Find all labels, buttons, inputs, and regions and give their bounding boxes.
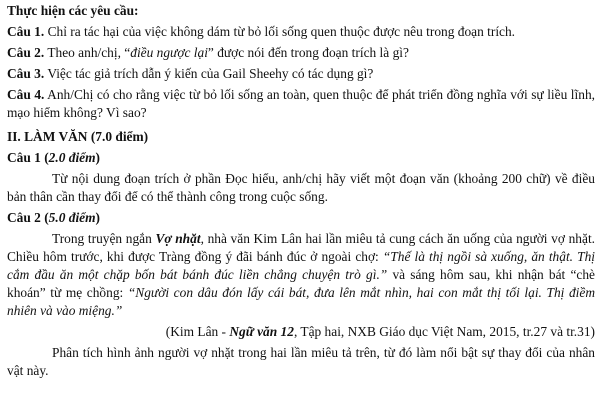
essay-2-text-c: và sáng hôm sau, khi nhận bát “chè khoán” từ mẹ chồng: — [7, 267, 595, 300]
question-2-italic-phrase: điều ngược lại — [130, 45, 208, 60]
section-heading-writing: II. LÀM VĂN (7.0 điểm) — [7, 129, 149, 144]
question-1 — [7, 23, 595, 41]
question-3-text: Việc tác giả trích dẫn ý kiến của Gail Sheehy có tác dụng gì? — [44, 66, 374, 81]
essay-2-points: 5.0 điểm — [48, 210, 96, 225]
instructions-title: Thực hiện các yêu cầu: — [7, 3, 139, 18]
essay-2-passage — [7, 230, 595, 320]
question-3-label: Câu 3. — [7, 66, 45, 81]
essay-2-quote-1: “Thế là thị ngồi sà xuống, ăn thật. Thị cắm đầu ăn một chặp bốn bát bánh đúc liền chẳng chuyện trò gì.” — [7, 249, 595, 282]
source-text-a: (Kim Lân - — [165, 324, 230, 339]
essay-2-text-a: Trong truyện ngắn — [52, 231, 156, 246]
essay-2-label-end: ) — [95, 210, 101, 225]
question-2-label: Câu 2. — [7, 45, 45, 60]
question-2-text-before: Theo anh/chị, “ — [44, 45, 131, 60]
question-3 — [7, 65, 595, 83]
essay-2-label: Câu 2 ( — [7, 210, 49, 225]
essay-1-points: 2.0 điểm — [48, 150, 96, 165]
question-4 — [7, 86, 595, 122]
essay-2-heading — [7, 209, 595, 227]
essay-1-label-end: ) — [95, 150, 101, 165]
question-2-text-after: ” được nói đến trong đoạn trích là gì? — [207, 45, 409, 60]
question-2 — [7, 44, 595, 62]
question-1-label: Câu 1. — [7, 24, 45, 39]
document-page — [7, 2, 595, 380]
essay-1-heading — [7, 149, 595, 167]
essay-2-work-title: Vợ nhặt — [155, 231, 201, 246]
source-book-title: Ngữ văn 12 — [229, 324, 294, 339]
question-4-text: Anh/Chị có cho rằng việc từ bỏ lối sống an toàn, quen thuộc để phát triển đồng nghĩa với sự liều lĩnh, mạo hiểm không? Vì sao? — [7, 87, 595, 120]
essay-1-prompt: Từ nội dung đoạn trích ở phần Đọc hiểu, anh/chị hãy viết một đoạn văn (khoảng 200 chữ) về điều bản thân cần thay đổi để có thể thành công trong cuộc sống. — [7, 171, 595, 204]
essay-2-text-b: , nhà văn Kim Lân hai lần miêu tả cung cách ăn uống của người vợ nhặt. Chiều hôm trước, khi được Tràng đồng ý đãi bánh đúc ở ngoài chợ: — [7, 231, 596, 264]
essay-2-task: Phân tích hình ảnh người vợ nhặt trong hai lần miêu tả trên, từ đó làm nổi bật sự thay đổi của nhân vật này. — [7, 345, 595, 378]
essay-1-label: Câu 1 ( — [7, 150, 49, 165]
source-text-b: , Tập hai, NXB Giáo dục Việt Nam, 2015, tr.27 và tr.31) — [293, 324, 595, 339]
question-4-label: Câu 4. — [7, 87, 45, 102]
essay-2-quote-2: “Người con dâu đón lấy cái bát, đưa lên mắt nhìn, hai con mắt thị tối lại. Thị điềm nhiên và vào miệng.” — [7, 285, 595, 318]
essay-2-source — [7, 323, 595, 341]
question-1-text: Chỉ ra tác hại của việc không dám từ bỏ lối sống quen thuộc được nêu trong đoạn trích. — [44, 24, 516, 39]
